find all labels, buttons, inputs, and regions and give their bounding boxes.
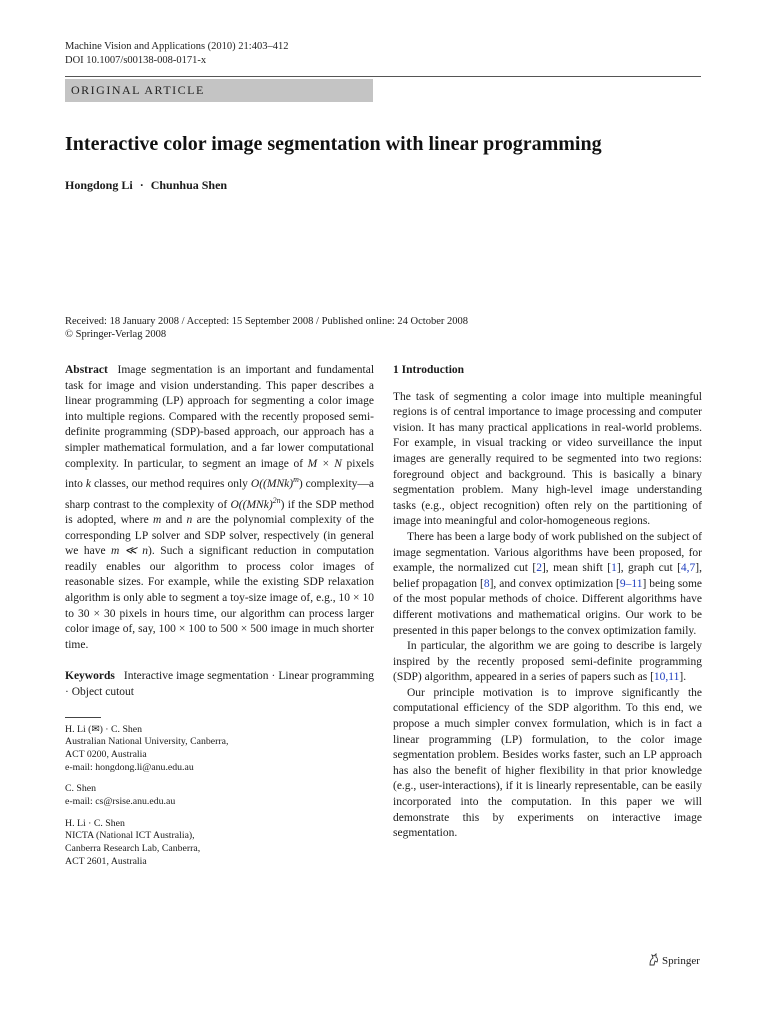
paragraph: In particular, the algorithm we are going to describe is largely inspired by the recently proposed semi-definite programming (SDP) algorithm, appeared in a series of papers such as [10,11]. — [393, 640, 702, 684]
citation-link[interactable]: 1 — [611, 562, 617, 575]
email-link[interactable]: e-mail: cs@rsise.anu.edu.au — [65, 796, 176, 808]
doi: DOI 10.1007/s00138-008-0171-x — [65, 55, 207, 66]
citation-link[interactable]: 10,11 — [653, 671, 680, 684]
affiliation-block: C. Shen e-mail: cs@rsise.anu.edu.au — [65, 783, 374, 808]
article-type-banner: ORIGINAL ARTICLE — [65, 79, 373, 102]
footnote-rule — [65, 717, 101, 718]
publisher-name: Springer — [662, 955, 700, 967]
right-column — [393, 363, 702, 842]
paragraph: There has been a large body of work published on the subject of image segmentation. Various algorithms have been proposed, for example, the normalized cut [2], mean shift [1], graph cut [4,7], belief propagation [8], and convex optimization [9–11] being some of the most popular methods of choice. Different algorithms have different motivations and mathematical origins. Our work to be presented in this paper belongs to the convex optimization family. — [393, 530, 703, 637]
copyright: © Springer-Verlag 2008 — [65, 329, 167, 340]
publication-dates — [65, 315, 468, 341]
publisher-mark — [648, 953, 700, 967]
email-link[interactable]: e-mail: hongdong.li@anu.edu.au — [65, 761, 194, 773]
abstract: Abstract Image segmentation is an important and fundamental task for image and vision understanding. This paper describes a linear programming (LP) approach for segmenting a color image into multiple regions. Compared with the recently proposed semi-definite programming (SDP)-based approach, our approach has a simpler mathematical formulation, and a far lower computational complexity. In particular, to segment an image of M × N pixels into k classes, our method requires only O((MNk)$^m$) complexity—a sharp contrast to the complexity of O((MNk)$^{2n}$) if the SDP method is adopted, where m and n are the polynomial complexity of the corresponding LP solver and SDP solver, respectively (in general we have m ≪ n). Such a significant reduction in computation readily enables our algorithm to process color images of reasonable sizes. For example, while the existing SDP relaxation algorithm is only able to segment a toy-size image of, e.g., 10 × 10 to 30 × 30 pixels in hours time, our algorithm can process larger color image of, say, 100 × 100 to 500 × 500 image in much shorter time. — [65, 364, 375, 651]
affiliation-block: H. Li (✉) · C. Shen Australian National University, Canberra, ACT 0200, Australia e-mail: hongdong.li@anu.edu.au — [65, 724, 374, 775]
author-name[interactable]: Hongdong Li — [65, 178, 133, 192]
author-name[interactable]: Chunhua Shen — [150, 178, 228, 192]
journal-citation: Machine Vision and Applications (2010) 21:403–412 — [65, 41, 289, 52]
keywords-label: Keywords — [65, 670, 115, 683]
keywords — [65, 669, 374, 700]
abstract-label: Abstract — [65, 364, 108, 376]
paper-title: Interactive color image segmentation with linear programming — [65, 133, 602, 155]
author-separator: · — [139, 178, 144, 192]
header-rule — [65, 76, 701, 77]
author-list — [65, 178, 227, 193]
section-heading: 1 Introduction — [393, 364, 465, 376]
citation-link[interactable]: 4,7 — [680, 562, 696, 575]
keywords-text: Interactive image segmentation · Linear programming · Object cutout — [65, 670, 375, 698]
citation-link[interactable]: 9–11 — [619, 577, 643, 590]
affiliation-block: H. Li · C. Shen NICTA (National ICT Australia), Canberra Research Lab, Canberra, ACT 2601, Australia — [65, 817, 201, 867]
received-dates: Received: 18 January 2008 / Accepted: 15 September 2008 / Published online: 24 October 2008 — [65, 316, 468, 327]
paragraph: The task of segmenting a color image into multiple meaningful regions is of central importance to image processing and computer vision. It has many practical applications in real-world problems. For example, in visual tracking or video surveillance the input images are generally required to be segmented into two regions: foreground object and background. This is basically a binary segmentation problem. Many high-level image understanding tasks (e.g., object recognition) often rely on the partitioning of image into meaningful and color-homogeneous regions. — [393, 390, 702, 528]
citation-link[interactable]: 2 — [536, 562, 542, 575]
paragraph: Our principle motivation is to improve significantly the computational efficiency of the SDP algorithm. To this end, we propose a much simpler convex formulation, which is in fact a linear programming (LP) formulation, to the color image segmentation problem. Besides works faster, such an LP approach has also the benefit of higher flexibility in that prior knowledge (e.g., user-interactions), if it is linearly representable, can be easily incorporated into the computation. In this paper we will demonstrate this by experiments on interactive image segmentation. — [393, 686, 702, 840]
citation-link[interactable]: 8 — [483, 577, 490, 590]
left-column — [65, 363, 374, 878]
springer-horse-icon — [648, 953, 659, 966]
